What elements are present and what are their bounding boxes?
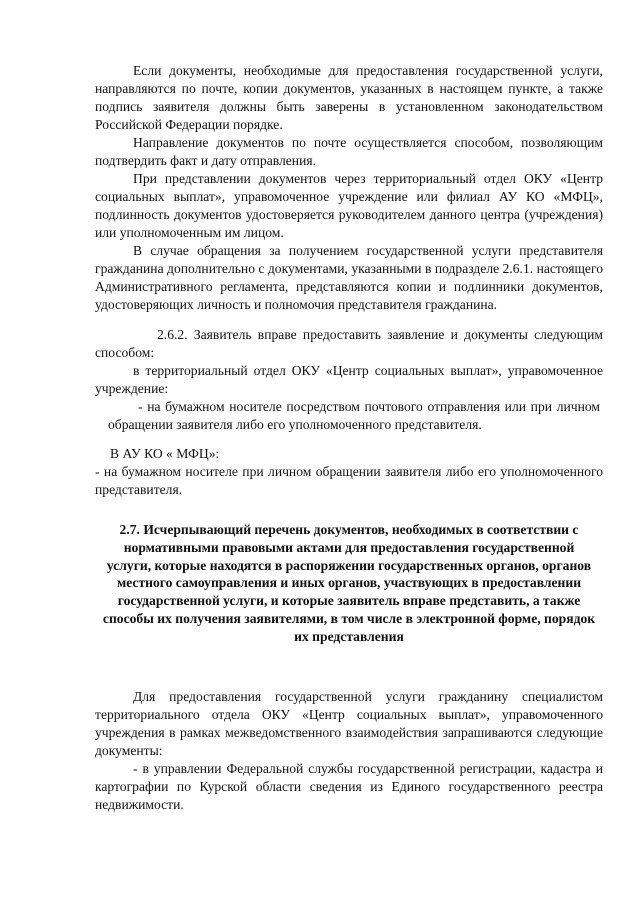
paragraph-mail-method: Направление документов по почте осуществляется способом, позволяющим подтвердить факт и дату отправления. bbox=[95, 135, 603, 168]
paragraph-mfc-title: В АУ КО « МФЦ»: bbox=[110, 446, 220, 461]
paragraph-mail-certification: Если документы, необходимые для предоставления государственной услуги, направляются по почте, копии документов, указанных в настоящем пункте, а также подпись заявителя должны быть заверены в установленном законодательством Российской Федерации порядке. bbox=[95, 63, 603, 132]
section-heading-2-7: 2.7. Исчерпывающий перечень документов, необходимых в соответствии с нормативными правовыми актами для предоставления государственной услуги, которые находятся в распоряжении государственных органов, органов местного самоуправления и иных органов, участвующих в предоставлении государственной услуги, и которые заявитель вправе представить, а также способы их получения заявителями, в том числе в электронной форме, порядок их представления bbox=[102, 522, 596, 644]
paragraph-paper-mail: - на бумажном носителе посредством почтового отправления или при личном обращении заявителя либо его уполномоченного представителя. bbox=[108, 399, 600, 432]
paragraph-document-authenticity: При представлении документов через территориальный отдел ОКУ «Центр социальных выплат», управомоченное учреждение или филиал АУ КО «МФЦ», подлинность документов удостоверяется руководителем данного центра (учреждения) или уполномоченным им лицом. bbox=[95, 171, 603, 240]
paragraph-representative: В случае обращения за получением государственной услуги представителя гражданина дополнительно с документами, указанными в подразделе 2.6.1. настоящего Административного регламента, представляются копии и подлинники документов, удостоверяющих личность и полномочия представителя гражданина. bbox=[95, 243, 603, 312]
paragraph-territorial-department: в территориальный отдел ОКУ «Центр социальных выплат», управомоченное учреждение: bbox=[95, 363, 603, 396]
paragraph-mfc-paper: - на бумажном носителе при личном обращении заявителя либо его уполномоченного представителя. bbox=[95, 464, 603, 497]
paragraph-2-6-2: 2.6.2. Заявитель вправе предоставить заявление и документы следующим способом: bbox=[95, 327, 603, 360]
paragraph-rosreestr: - в управлении Федеральной службы государственной регистрации, кадастра и картографии по Курской области сведения из Единого государственного реестра недвижимости. bbox=[95, 761, 603, 812]
paragraph-interagency-request: Для предоставления государственной услуги гражданину специалистом территориального отдела ОКУ «Центр социальных выплат», управомоченного учреждения в рамках межведомственного взаимодействия запрашиваются следующие документы: bbox=[95, 689, 603, 758]
